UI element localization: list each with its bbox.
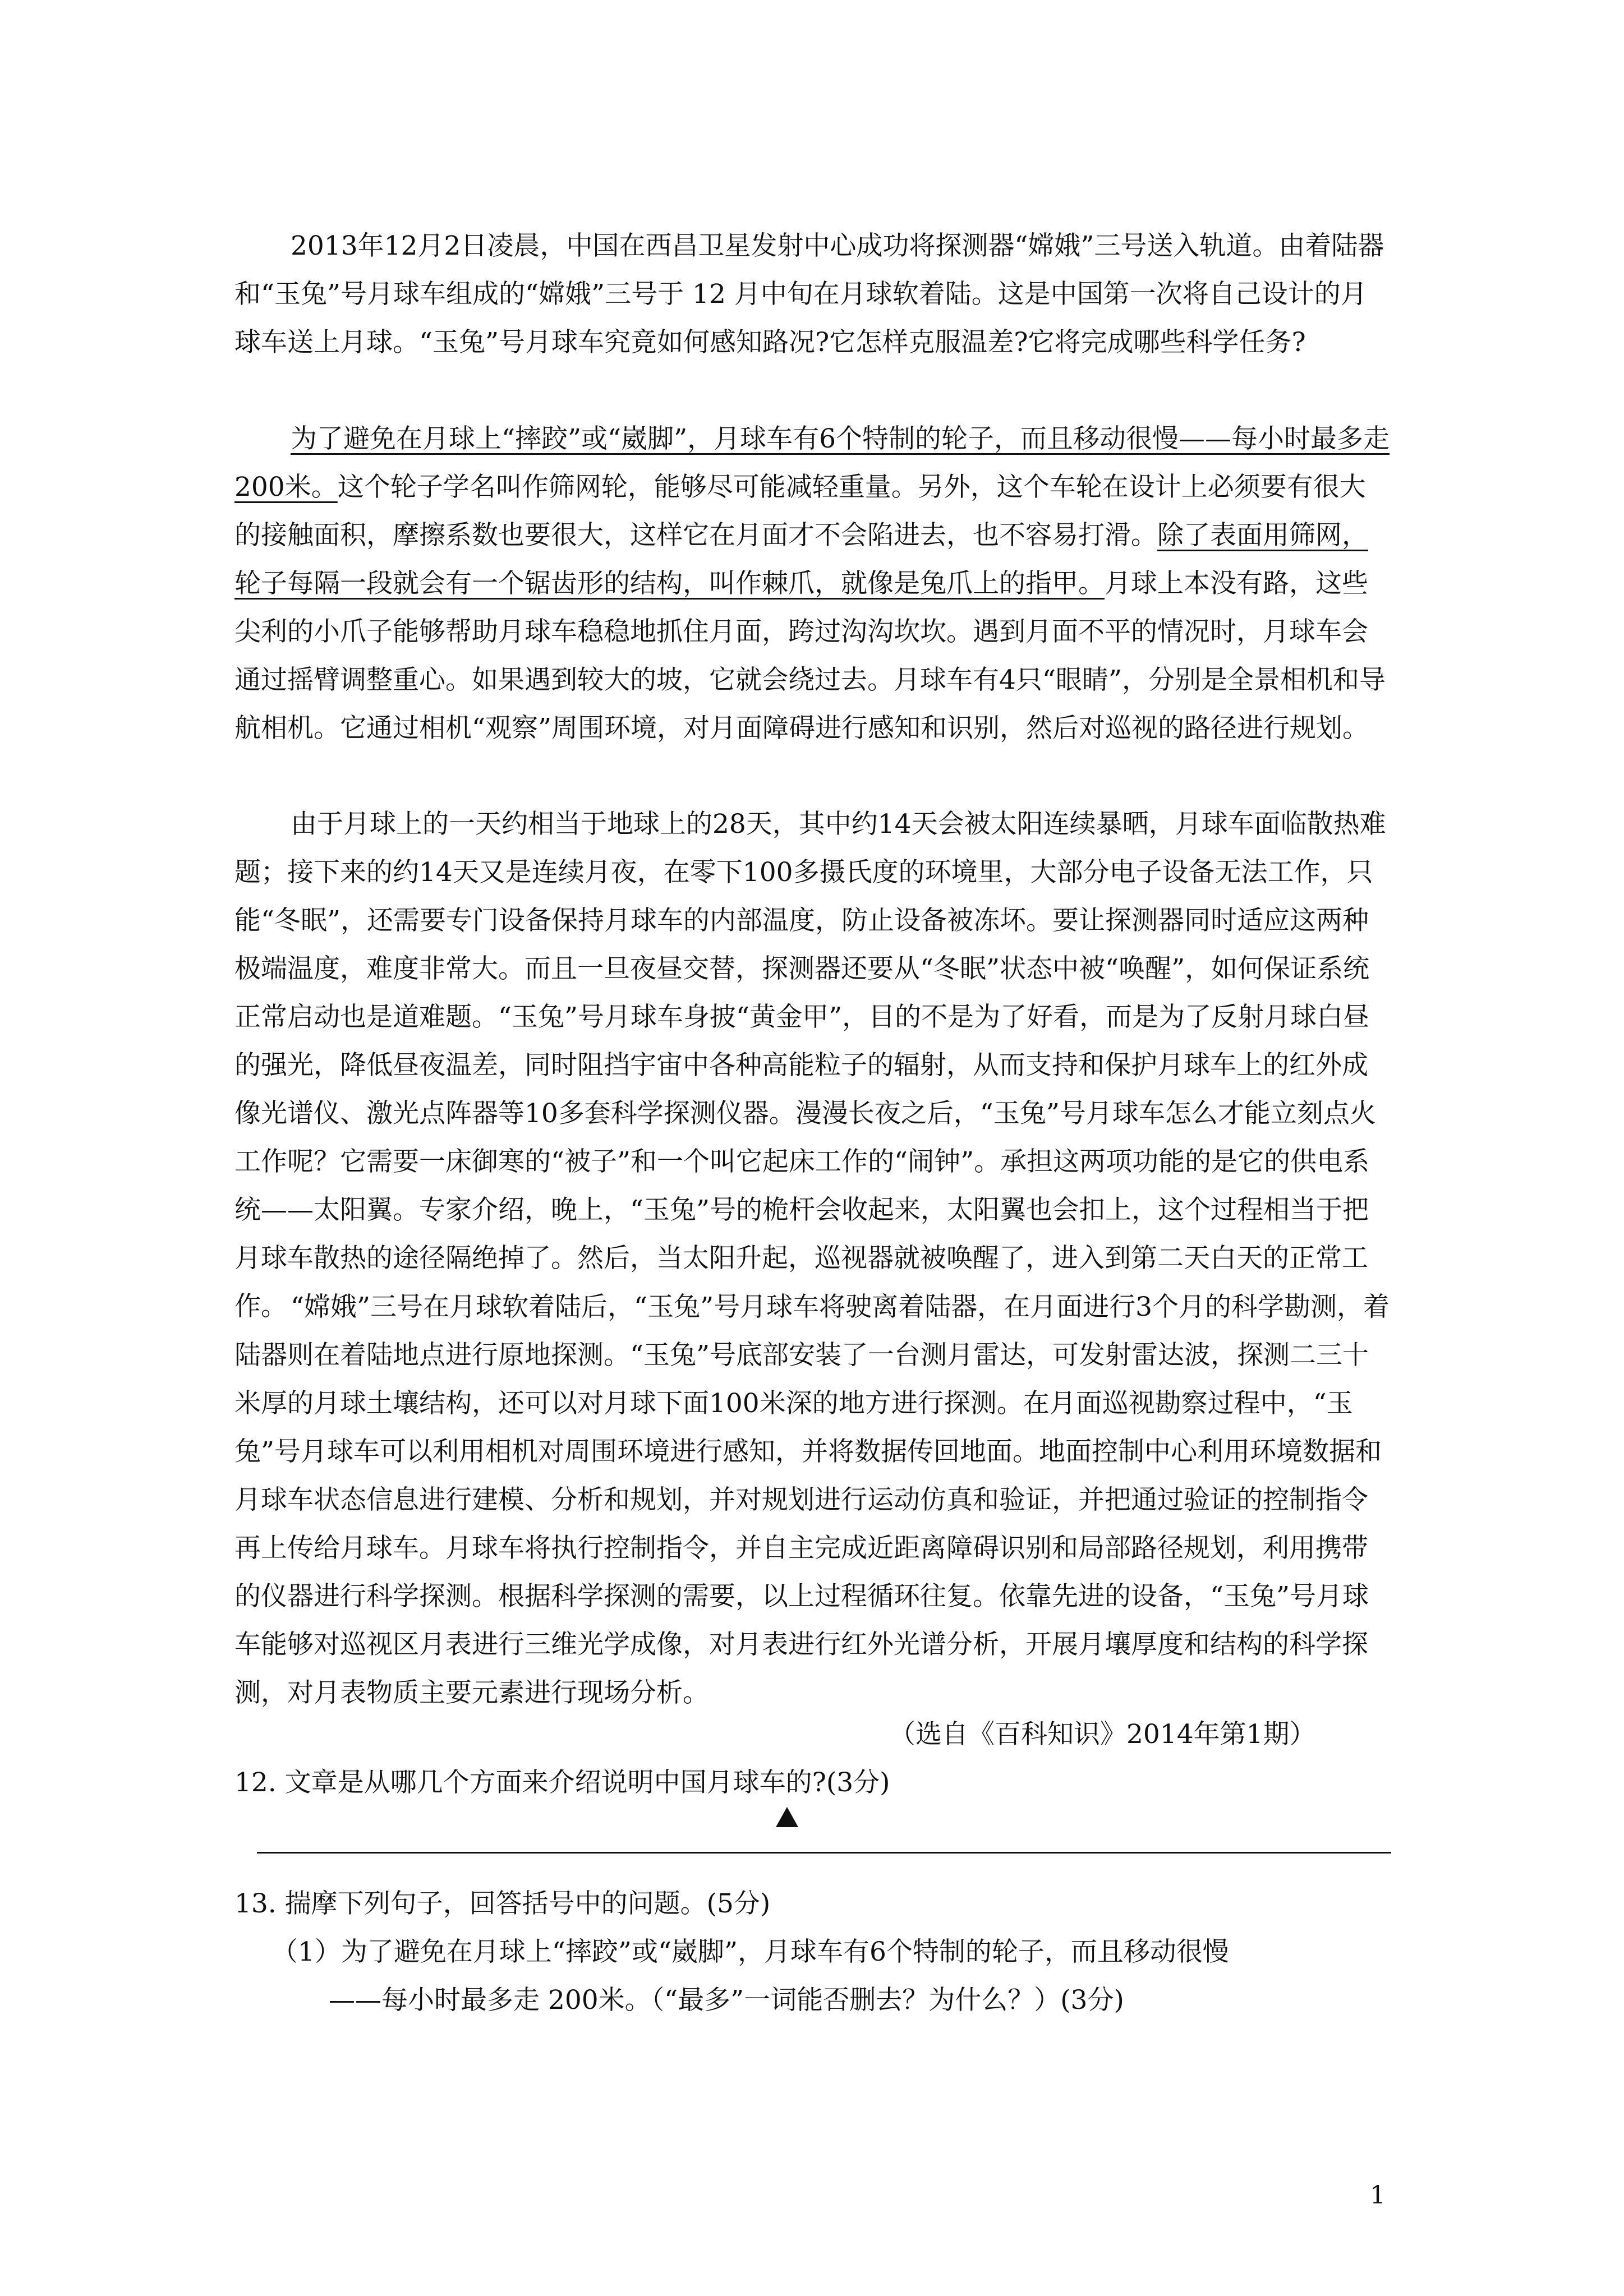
question-13-1-line-2: ——每小时最多走 200米。（“最多”一词能否删去？为什么？）(3分) <box>329 1985 1124 2016</box>
wheel-paragraph <box>234 415 1391 753</box>
underlined-sentence-2: 除了表面用筛网，轮子每隔一段就会有一个锯齿形的结构，叫作棘爪，就像是兔爪上的指甲。 <box>234 520 1368 599</box>
intro-paragraph: 2013年12月2日凌晨，中国在西昌卫星发射中心成功将探测器“嫦娥”三号送入轨道。由着陆器和“玉兔”号月球车组成的“嫦娥”三号于 12 月中旬在月球软着陆。这是中国第一次将自己设计的月球车送上月球。“玉兔”号月球车究竟如何感知路况?它怎样克服温差?它将完成哪些科学任务? <box>234 230 1384 358</box>
question-13-1-line-1: （1）为了避免在月球上“摔跤”或“崴脚”，月球车有6个特制的轮子，而且移动很慢 <box>272 1937 1229 1967</box>
temperature-paragraph: 由于月球上的一天约相当于地球上的28天，其中约14天会被太阳连续暴晒，月球车面临散热难题；接下来的约14天又是连续月夜，在零下100多摄氏度的环境里，大部分电子设备无法工作，只能“冬眠”，还需要专门设备保持月球车的内部温度，防止设备被冻坏。要让探测器同时适应这两种极端温度，难度非常大。而且一旦夜昼交替，探测器还要从“冬眠”状态中被“唤醒”，如何保证系统正常启动也是道难题。“玉兔”号月球车身披“黄金甲”，目的不是为了好看，而是为了反射月球白昼的强光，降低昼夜温差，同时阻挡宇宙中各种高能粒子的辐射，从而支持和保护月球车上的红外成像光谱仪、激光点阵器等10多套科学探测仪器。漫漫长夜之后，“玉兔”号月球车怎么才能立刻点火工作呢？它需要一床御寒的“被子”和一个叫它起床工作的“闹钟”。承担这两项功能的是它的供电系统——太阳翼。专家介绍，晚上，“玉兔”号的桅杆会收起来，太阳翼也会扣上，这个过程相当于把月球车散热的途径隔绝掉了。然后，当太阳升起，巡视器就被唤醒了，进入到第二天白天的正常工作。 <box>234 809 1386 1322</box>
question-13: 13. 揣摩下列句子，回答括号中的问题。(5分) <box>234 1888 771 1919</box>
underlined-sentence-1: 为了避免在月球上“摔跤”或“崴脚”，月球车有6个特制的轮子，而且移动很慢——每小时最多走200米。 <box>234 423 1390 502</box>
source-citation: （选自《百科知识》2014年第1期） <box>889 1719 1316 1750</box>
page-number: 1 <box>1370 2181 1386 2210</box>
wheel-paragraph-rest: 月球上本没有路，这些尖利的小爪子能够帮助月球车稳稳地抓住月面，跨过沟沟坎坎。遇到月面不平的情况时，月球车会通过摇臂调整重心。如果遇到较大的坡，它就会绕过去。月球车有4只“眼睛”，分别是全景相机和导航相机。它通过相机“观察”周围环境，对月面障碍进行感知和识别，然后对巡视的路径进行规划。 <box>234 568 1386 744</box>
wheel-paragraph-middle: 这个轮子学名叫作筛网轮，能够尽可能减轻重量。另外，这个车轮在设计上必须要有很大的接触面积，摩擦系数也要很大，这样它在月面才不会陷进去，也不容易打滑。 <box>234 472 1366 551</box>
science-paragraph: “嫦娥”三号在月球软着陆后，“玉兔”号月球车将驶离着陆器，在月面进行3个月的科学勘测，着陆器则在着陆地点进行原地探测。“玉兔”号底部安装了一台测月雷达，可发射雷达波，探测二三十米厚的月球土壤结构，还可以对月球下面100米深的地方进行探测。在月面巡视勘察过程中，“玉兔”号月球车可以利用相机对周围环境进行感知，并将数据传回地面。地面控制中心利用环境数据和月球车状态信息进行建模、分析和规划，并对规划进行运动仿真和验证，并把通过验证的控制指令再上传给月球车。月球车将执行控制指令，并自主完成近距离障碍识别和局部路径规划，利用携带的仪器进行科学探测。根据科学探测的需要，以上过程循环往复。依靠先进的设备，“玉兔”号月球车能够对巡视区月表进行三维光学成像，对月表进行红外光谱分析，开展月壤厚度和结构的科学探测，对月表物质主要元素进行现场分析。 <box>234 1292 1390 1708</box>
question-12: 12. 文章是从哪几个方面来介绍说明中国月球车的?(3分) <box>234 1767 890 1798</box>
answer-marker-icon <box>776 1807 798 1827</box>
answer-line <box>257 1852 1391 1854</box>
